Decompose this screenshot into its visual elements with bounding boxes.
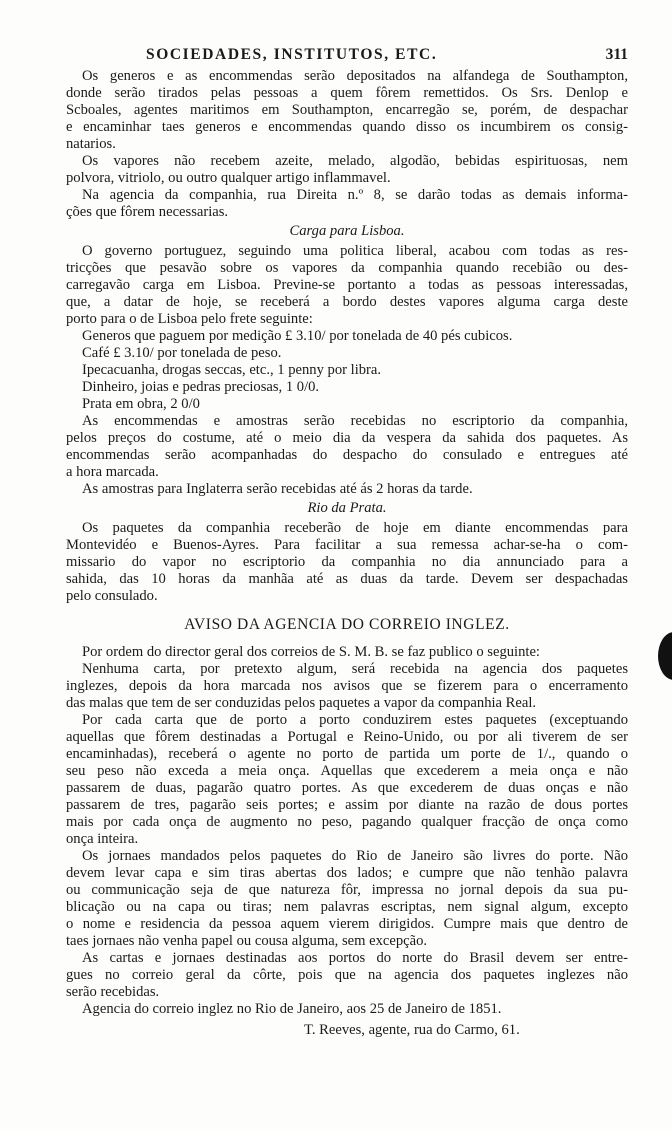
text-line: Prata em obra, 2 0/0 [82, 396, 200, 412]
text-line: Os generos e as encommendas serão depositados na alfandega de Southampton, [82, 68, 628, 84]
paragraph [66, 328, 628, 345]
signature-line: T. Reeves, agente, rua do Carmo, 61. [304, 1022, 520, 1038]
paragraph [66, 950, 628, 1001]
page-body [66, 68, 628, 1040]
text-line: ções que fôrem necessarias. [66, 204, 229, 220]
text-line: Dinheiro, joias e pedras preciosas, 1 0/0. [82, 379, 320, 395]
paragraph [66, 153, 628, 187]
text-line: onça inteira. [66, 831, 139, 847]
text-line: Scboales, agentes maritimos em Southampton, encarregão se, porém, de despachar [66, 102, 628, 118]
paragraph [66, 362, 628, 379]
text-line: natarios. [66, 136, 116, 152]
paragraph [66, 396, 628, 413]
text-line: das malas que tem de ser conduzidas pelos paquetes a vapor da companhia Real. [66, 695, 537, 711]
section-heading: Rio da Prata. [307, 500, 387, 516]
header-title: SOCIEDADES, INSTITUTOS, ETC. [146, 46, 438, 63]
text-line: e encaminhar taes generos e encommendas quando disso os incumbirem os consig- [66, 119, 628, 135]
text-line: encommendas serão acompanhadas do despacho do consulado e entregues até [66, 447, 628, 463]
text-line: carregavão carga em Lisboa. Previne-se portanto a todas as pessoas interessadas, [66, 277, 628, 293]
text-line: passarem de duas, pagarão quatro portes. As que excederem de duas onças e não [66, 780, 628, 796]
paragraph [66, 644, 628, 661]
paragraph [66, 712, 628, 848]
running-header [66, 44, 628, 68]
text-line: pelo consulado. [66, 588, 158, 604]
section-heading: Carga para Lisboa. [289, 223, 405, 239]
text-line: que, a datar de hoje, se receberá a bordo destes vapores alguma carga deste [66, 294, 628, 310]
page-number: 311 [605, 46, 628, 63]
text-line: aquellas que fôrem destinadas a Portugal e Reino-Unido, ou por ali tiverem de ser [66, 729, 628, 745]
document-page [66, 44, 628, 1040]
text-line: encaminhadas), receberá o agente no porto de partida um porte de 1/., quando o [66, 746, 628, 762]
paragraph [66, 379, 628, 396]
text-line: o nome e residencia da pessoa aquem vierem dirigidos. Cumpre mais que dentro de [66, 916, 628, 932]
text-line: As encommendas e amostras serão recebidas no escriptorio da companhia, [82, 413, 628, 429]
text-line: seu peso não exceda a meia onça. Aquellas que excederem a meia onça e não [66, 763, 628, 779]
paragraph [66, 520, 628, 605]
paragraph [66, 661, 628, 712]
paragraph [66, 1001, 628, 1018]
text-line: ou communicação seja de que natureza fôr, impressa no jornal depois da sua pu- [66, 882, 628, 898]
text-line: Por cada carta que de porto a porto conduzirem estes paquetes (exceptuando [82, 712, 628, 728]
text-line: As amostras para Inglaterra serão recebidas até ás 2 horas da tarde. [82, 481, 473, 497]
text-line: missario do vapor no escriptorio da companhia no dia annunciado para a [66, 554, 628, 570]
paragraph [66, 243, 628, 328]
text-line: Os vapores não recebem azeite, melado, algodão, bebidas espirituosas, nem [82, 153, 628, 169]
text-line: Café £ 3.10/ por tonelada de peso. [82, 345, 282, 361]
text-line: passarem de tres, pagarão seis portes; e assim por diante na razão de dous portes [66, 797, 628, 813]
text-line: Generos que paguem por medição £ 3.10/ por tonelada de 40 pés cubicos. [82, 328, 513, 344]
text-line: blicação ou na capa ou tiras; nem palavras escriptas, nem signal algum, excepto [66, 899, 628, 915]
text-line: a hora marcada. [66, 464, 159, 480]
paragraph [66, 848, 628, 950]
text-line: pelos preços do costume, até o meio dia da vespera da sahida dos paquetes. As [66, 430, 628, 446]
text-line: Na agencia da companhia, rua Direita n.º 8, se darão todas as demais informa- [82, 187, 628, 203]
text-line: Por ordem do director geral dos correios de S. M. B. se faz publico o seguinte: [82, 644, 540, 660]
text-line: Os jornaes mandados pelos paquetes do Rio de Janeiro são livres do porte. Não [82, 848, 628, 864]
paragraph [66, 345, 628, 362]
paragraph [66, 413, 628, 481]
text-line: inglezes, depois da hora marcada nos avisos que se fizerem para o encerramento [66, 678, 628, 694]
text-line: devem levar capa e sim tiras abertas dos lados; e cumpre que não tenhão palavra [66, 865, 628, 881]
text-line: donde serão tirados pelas pessoas a quem fôrem remettidos. Os Srs. Denlop e [66, 85, 628, 101]
text-line: As cartas e jornaes destinadas aos portos do norte do Brasil devem ser entre- [82, 950, 628, 966]
text-line: polvora, vitriolo, ou outro qualquer artigo inflammavel. [66, 170, 391, 186]
paragraph [66, 481, 628, 498]
text-line: porto para o de Lisboa pelo frete seguinte: [66, 311, 313, 327]
text-line: tricções que pesavão sobre os vapores da companhia quando recebião ou des- [66, 260, 628, 276]
section-heading: AVISO DA AGENCIA DO CORREIO INGLEZ. [184, 616, 510, 633]
text-line: sahida, das 10 horas da manhãa até as duas da tarde. Devem ser despachadas [66, 571, 628, 587]
text-line: Os paquetes da companhia receberão de hoje em diante encommendas para [82, 520, 628, 536]
text-line: gues no correio geral da côrte, pois que na agencia dos paquetes inglezes não [66, 967, 628, 983]
text-line: serão recebidas. [66, 984, 160, 1000]
scan-edge-mark [658, 632, 672, 680]
text-line: taes jornaes não venha papel ou cousa alguma, sem excepção. [66, 933, 428, 949]
paragraph [66, 68, 628, 153]
paragraph [66, 187, 628, 221]
text-line: O governo portuguez, seguindo uma politica liberal, acabou com todas as res- [82, 243, 628, 259]
text-line: Montevidéo e Buenos-Ayres. Para facilitar a sua remessa achar-se-ha o com- [66, 537, 628, 553]
text-line: Nenhuma carta, por pretexto algum, será recebida na agencia dos paquetes [82, 661, 628, 677]
text-line: Agencia do correio inglez no Rio de Janeiro, aos 25 de Janeiro de 1851. [82, 1001, 502, 1017]
text-line: mais por cada onça de augmento no peso, pagando qualquer fracção de onça como [66, 814, 628, 830]
text-line: Ipecacuanha, drogas seccas, etc., 1 penny por libra. [82, 362, 382, 378]
